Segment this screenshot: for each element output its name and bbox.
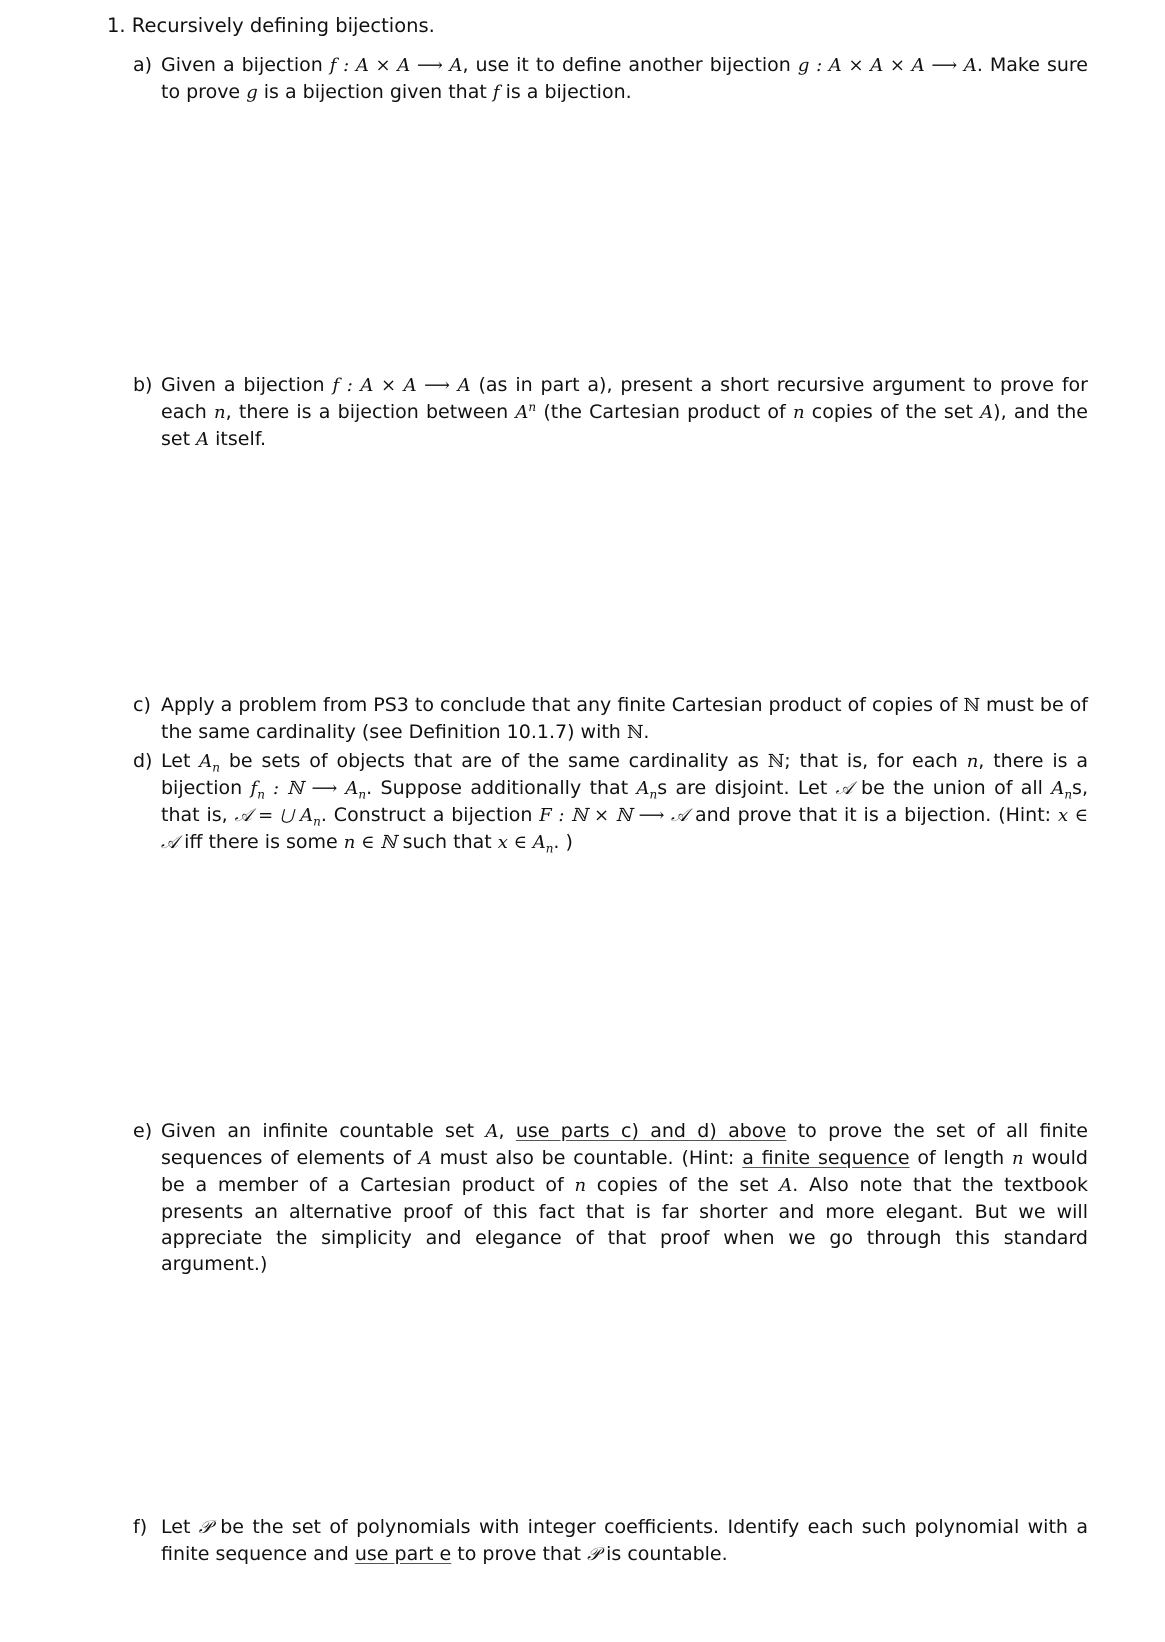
part-a-text: Given a bijection f : A × A ⟶ A, use it to define another bijection g : A × A × A ⟶ A. Make sure to prove g is a bijection given that f is a bijection.: [161, 54, 1088, 103]
part-e-text: Given an infinite countable set A, use parts c) and d) above to prove the set of all finite sequences of elements of A must also be countable. (Hint: a finite sequence of length n would be a member of a Cartesian product of n copies of the set A. Also note that the textbook presents an alternative proof of this fact that is far shorter and more elegant. But we will appreciate the simplicity and elegance of that proof when we go through this standard argument.): [161, 1120, 1088, 1275]
part-a: [133, 52, 1088, 106]
part-c: [133, 692, 1088, 746]
part-e: [133, 1118, 1088, 1277]
part-f: [133, 1514, 1088, 1568]
part-d-text: Let $A_n$ be sets of objects that are of the same cardinality as ℕ; that is, for each n, there is a bijection $f_n$ : ℕ ⟶ $A_n$. Suppose additionally that $A_ns$ are disjoint. Let 𝒜 be the union of all $A_ns$, that is, 𝒜 = ⋃ $A_n$. Construct a bijection F : ℕ × ℕ ⟶ 𝒜 and prove that it is a bijection. (Hint: x ∈ 𝒜 iff there is some n ∈ ℕ such that x ∈ $A_n$. ): [161, 750, 1089, 856]
part-b-text: Given a bijection f : A × A ⟶ A (as in part a), present a short recursive argument to prove for each n, there is a bijection between $A^n$ (the Cartesian product of n copies of the set A), and the set A itself.: [161, 374, 1088, 450]
part-f-label: f): [133, 1516, 148, 1538]
part-c-label: c): [133, 694, 151, 716]
part-e-label: e): [133, 1120, 153, 1142]
part-b-label: b): [133, 374, 153, 396]
part-b: [133, 372, 1088, 453]
problem-heading: 1. Recursively defining bijections.: [107, 14, 435, 37]
part-a-label: a): [133, 54, 153, 76]
part-d-label: d): [133, 750, 153, 772]
part-f-text: Let 𝒫 be the set of polynomials with integer coefficients. Identify each such polynomial with a finite sequence and use part e to prove that 𝒫 is countable.: [161, 1516, 1088, 1565]
part-c-text: Apply a problem from PS3 to conclude that any finite Cartesian product of copies of ℕ must be of the same cardinality (see Definition 10.1.7) with ℕ.: [161, 694, 1088, 743]
part-d: [133, 748, 1088, 856]
